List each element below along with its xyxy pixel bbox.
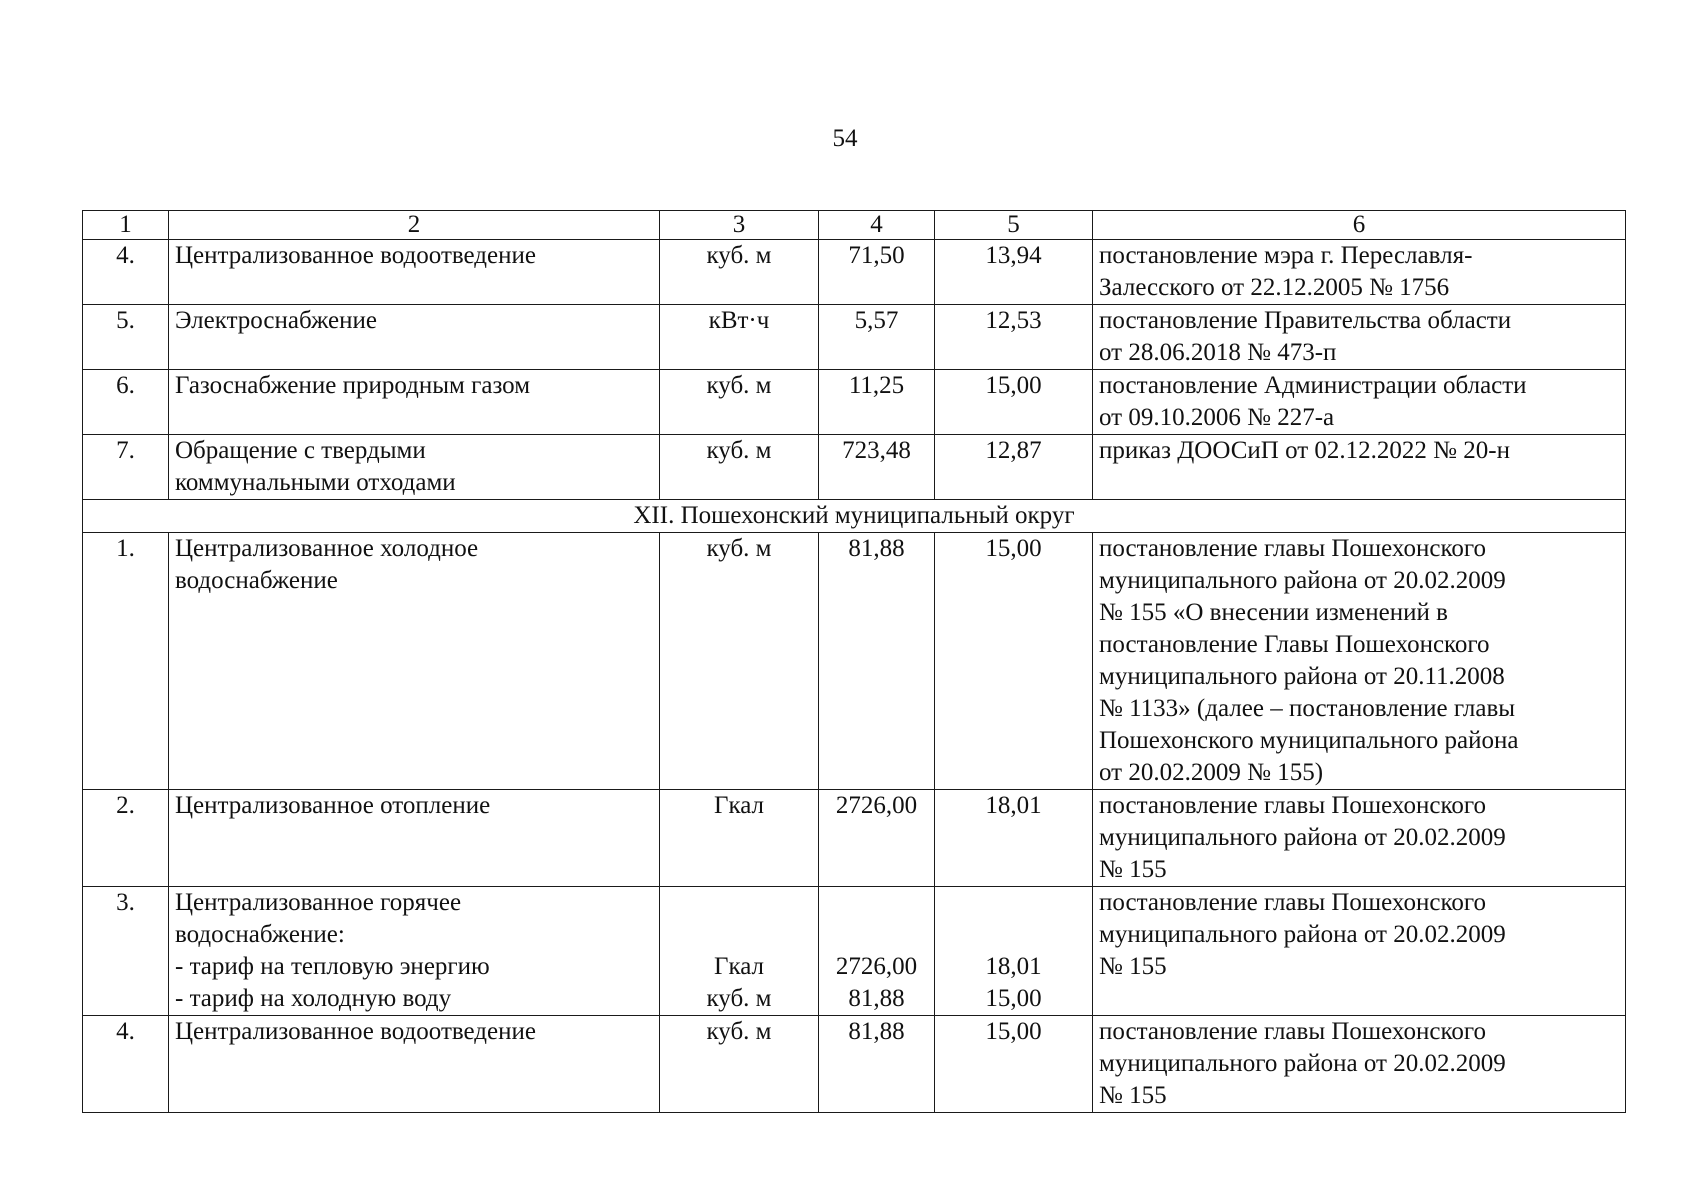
table-row: [83, 240, 1626, 305]
rate-value-cell: [935, 240, 1093, 305]
legal-basis-line: муниципального района от 20.02.2009: [1099, 567, 1506, 594]
rate-value-cell: [935, 533, 1093, 790]
rate-value-line: 15,00: [985, 535, 1042, 562]
volume-value-line: 81,88: [848, 985, 905, 1012]
legal-basis-line: № 155: [1099, 1082, 1167, 1109]
service-name-cell: [169, 1016, 660, 1113]
row-number: 7.: [83, 435, 169, 500]
service-name-line: Централизованное горячее: [175, 889, 462, 916]
legal-basis-line: постановление главы Пошехонского: [1099, 535, 1486, 562]
service-name-line: водоснабжение:: [175, 921, 345, 948]
service-name-line: Централизованное холодное: [175, 535, 479, 562]
volume-value-cell: [819, 370, 935, 435]
volume-value-cell: [819, 887, 935, 1016]
legal-basis-cell: [1093, 887, 1626, 1016]
volume-value-line: 71,50: [848, 242, 905, 269]
rate-value-line: [941, 887, 1086, 919]
service-name-line: Газоснабжение природным газом: [175, 372, 531, 399]
column-header-4: 4: [819, 211, 935, 240]
unit-of-measure-line: кВт·ч: [708, 307, 770, 334]
unit-of-measure-cell: [660, 790, 819, 887]
legal-basis-line: Пошехонского муниципального района: [1099, 727, 1519, 754]
legal-basis-cell: [1093, 240, 1626, 305]
legal-basis-cell: [1093, 370, 1626, 435]
service-name-cell: [169, 435, 660, 500]
service-name-line: Централизованное отопление: [175, 792, 491, 819]
rate-value-line: 15,00: [985, 985, 1042, 1012]
legal-basis-line: от 09.10.2006 № 227-а: [1099, 404, 1335, 431]
legal-basis-line: муниципального района от 20.02.2009: [1099, 1050, 1506, 1077]
legal-basis-line: № 155 «О внесении изменений в: [1099, 599, 1448, 626]
volume-value-line: 81,88: [848, 1018, 905, 1045]
legal-basis-line: № 155: [1099, 856, 1167, 883]
row-number: 4.: [83, 240, 169, 305]
unit-of-measure-line: [666, 919, 812, 951]
unit-of-measure-line: куб. м: [706, 437, 772, 464]
rate-value-cell: [935, 790, 1093, 887]
unit-of-measure-line: куб. м: [706, 372, 772, 399]
rate-value-cell: [935, 305, 1093, 370]
row-number: 4.: [83, 1016, 169, 1113]
tariff-table: [82, 210, 1626, 1113]
service-name-line: коммунальными отходами: [175, 469, 456, 496]
row-number: 3.: [83, 887, 169, 1016]
section-title: XII. Пошехонский муниципальный округ: [83, 500, 1626, 533]
legal-basis-line: от 20.02.2009 № 155): [1099, 759, 1324, 786]
row-number: 1.: [83, 533, 169, 790]
service-name-cell: [169, 305, 660, 370]
volume-value-line: 5,57: [854, 307, 899, 334]
legal-basis-line: муниципального района от 20.02.2009: [1099, 921, 1506, 948]
rate-value-line: [941, 919, 1086, 951]
unit-of-measure-line: Гкал: [713, 953, 764, 980]
rate-value-line: 18,01: [985, 953, 1042, 980]
table-row: [83, 370, 1626, 435]
service-name-cell: [169, 887, 660, 1016]
service-name-cell: [169, 790, 660, 887]
legal-basis-line: постановление Правительства области: [1099, 307, 1512, 334]
rate-value-line: 12,87: [985, 437, 1042, 464]
volume-value-cell: [819, 790, 935, 887]
unit-of-measure-line: куб. м: [706, 535, 772, 562]
row-number: 6.: [83, 370, 169, 435]
table-row: [83, 1016, 1626, 1113]
column-header-2: 2: [169, 211, 660, 240]
unit-of-measure-line: куб. м: [706, 1018, 772, 1045]
service-name-line: - тариф на холодную воду: [175, 985, 452, 1012]
service-name-line: Обращение с твердыми: [175, 437, 426, 464]
unit-of-measure-line: [666, 887, 812, 919]
rate-value-line: 12,53: [985, 307, 1042, 334]
unit-of-measure-line: Гкал: [713, 792, 764, 819]
rate-value-line: 15,00: [985, 1018, 1042, 1045]
volume-value-cell: [819, 240, 935, 305]
service-name-line: водоснабжение: [175, 567, 338, 594]
legal-basis-line: постановление Администрации области: [1099, 372, 1527, 399]
unit-of-measure-cell: [660, 240, 819, 305]
legal-basis-line: приказ ДООСиП от 02.12.2022 № 20-н: [1099, 437, 1510, 464]
column-header-1: 1: [83, 211, 169, 240]
volume-value-line: [825, 887, 928, 919]
unit-of-measure-cell: [660, 1016, 819, 1113]
service-name-line: Централизованное водоотведение: [175, 1018, 536, 1045]
service-name-cell: [169, 370, 660, 435]
column-header-6: 6: [1093, 211, 1626, 240]
rate-value-cell: [935, 435, 1093, 500]
unit-of-measure-cell: [660, 435, 819, 500]
rate-value-cell: [935, 370, 1093, 435]
row-number: 5.: [83, 305, 169, 370]
volume-value-line: 723,48: [842, 437, 911, 464]
legal-basis-line: Залесского от 22.12.2005 № 1756: [1099, 274, 1450, 301]
legal-basis-line: постановление главы Пошехонского: [1099, 1018, 1486, 1045]
volume-value-cell: [819, 1016, 935, 1113]
rate-value-line: 18,01: [985, 792, 1042, 819]
unit-of-measure-line: куб. м: [706, 985, 772, 1012]
page-number: 54: [832, 125, 858, 152]
legal-basis-line: постановление главы Пошехонского: [1099, 889, 1486, 916]
service-name-line: Электроснабжение: [175, 307, 377, 334]
legal-basis-line: № 155: [1099, 953, 1167, 980]
legal-basis-line: муниципального района от 20.02.2009: [1099, 824, 1506, 851]
rate-value-cell: [935, 1016, 1093, 1113]
table-row: [83, 435, 1626, 500]
table-row: [83, 305, 1626, 370]
legal-basis-line: постановление мэра г. Переславля-: [1099, 242, 1473, 269]
volume-value-line: 11,25: [848, 372, 905, 399]
legal-basis-line: от 28.06.2018 № 473-п: [1099, 339, 1337, 366]
service-name-line: Централизованное водоотведение: [175, 242, 536, 269]
row-number: 2.: [83, 790, 169, 887]
volume-value-line: 81,88: [848, 535, 905, 562]
legal-basis-line: муниципального района от 20.11.2008: [1099, 663, 1505, 690]
legal-basis-cell: [1093, 790, 1626, 887]
unit-of-measure-cell: [660, 370, 819, 435]
table-row: [83, 790, 1626, 887]
volume-value-line: 2726,00: [835, 953, 918, 980]
table-body: [83, 211, 1626, 1113]
legal-basis-line: постановление главы Пошехонского: [1099, 792, 1486, 819]
unit-of-measure-line: куб. м: [706, 242, 772, 269]
service-name-cell: [169, 240, 660, 305]
volume-value-line: [825, 919, 928, 951]
legal-basis-cell: [1093, 435, 1626, 500]
table-row: [83, 887, 1626, 1016]
legal-basis-cell: [1093, 1016, 1626, 1113]
volume-value-cell: [819, 435, 935, 500]
rate-value-cell: [935, 887, 1093, 1016]
volume-value-cell: [819, 305, 935, 370]
unit-of-measure-cell: [660, 305, 819, 370]
column-header-5: 5: [935, 211, 1093, 240]
section-row: [83, 500, 1626, 533]
column-header-3: 3: [660, 211, 819, 240]
service-name-line: - тариф на тепловую энергию: [175, 953, 490, 980]
legal-basis-line: № 1133» (далее – постановление главы: [1099, 695, 1516, 722]
rate-value-line: 13,94: [985, 242, 1042, 269]
legal-basis-cell: [1093, 305, 1626, 370]
table-row: [83, 533, 1626, 790]
unit-of-measure-cell: [660, 887, 819, 1016]
rate-value-line: 15,00: [985, 372, 1042, 399]
legal-basis-line: постановление Главы Пошехонского: [1099, 631, 1490, 658]
unit-of-measure-cell: [660, 533, 819, 790]
volume-value-line: 2726,00: [835, 792, 918, 819]
legal-basis-cell: [1093, 533, 1626, 790]
service-name-cell: [169, 533, 660, 790]
column-header-row: [83, 211, 1626, 240]
volume-value-cell: [819, 533, 935, 790]
